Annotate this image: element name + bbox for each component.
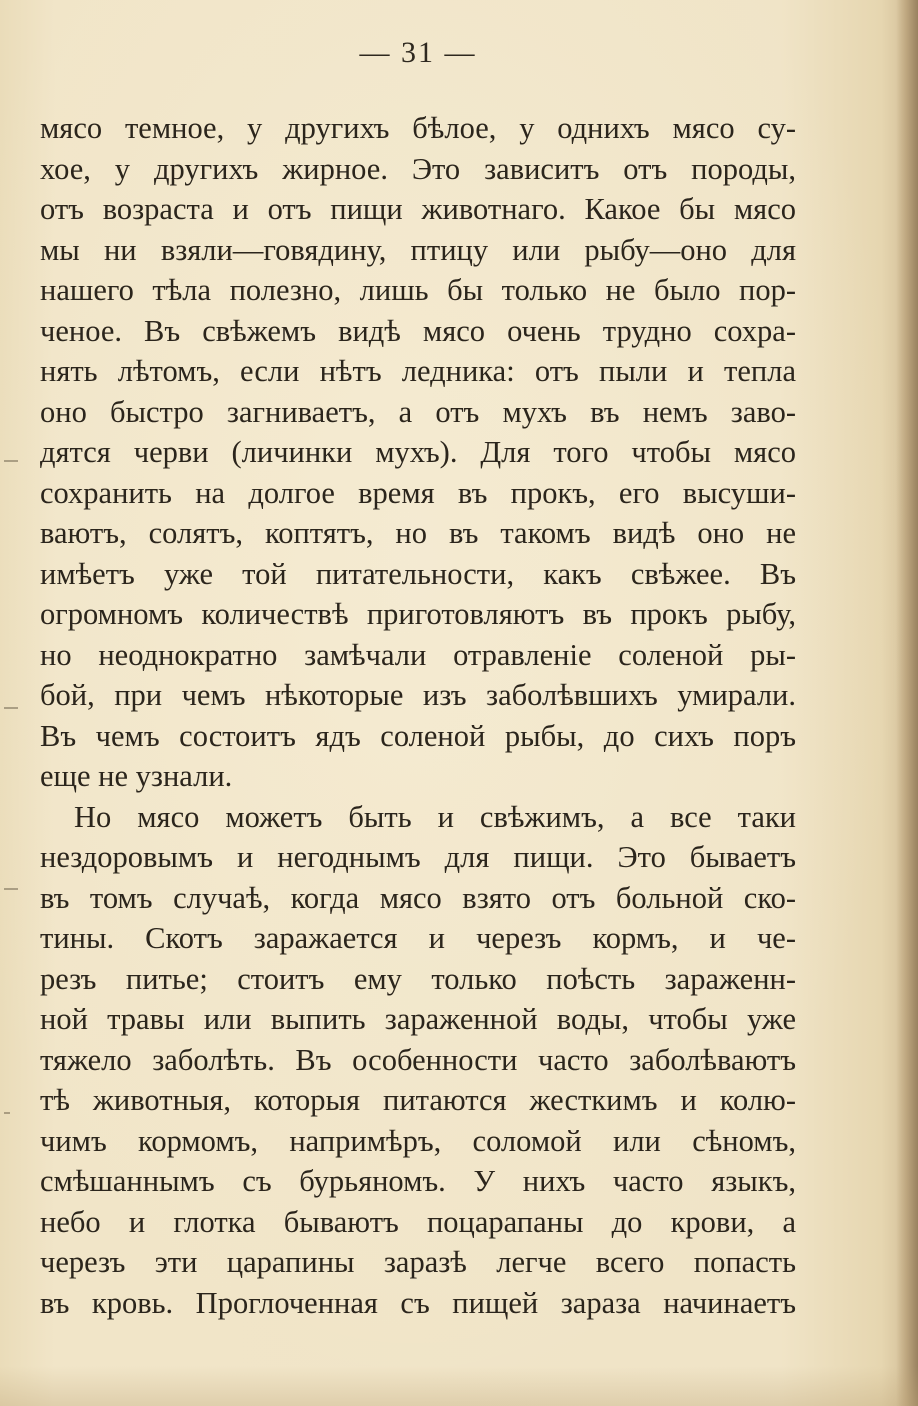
text-line: бой, при чемъ нѣкоторые изъ заболѣвшихъ умирали.	[40, 678, 796, 712]
text-line: но неоднократно замѣчали отравленіе соленой ры-	[40, 637, 796, 672]
page-spine-shadow	[896, 0, 918, 1406]
text-line: огромномъ количествѣ приготовляютъ въ прокъ рыбу,	[40, 597, 796, 631]
text-line: отъ возраста и отъ пищи животнаго. Какое бы мясо	[40, 192, 796, 226]
text-line: чимъ кормомъ, напримѣръ, соломой или сѣномъ,	[40, 1123, 796, 1158]
text-line: нять лѣтомъ, если нѣтъ ледника: отъ пыли и тепла	[40, 354, 796, 388]
text-line: смѣшаннымъ съ бурьяномъ. У нихъ часто языкъ,	[40, 1164, 796, 1198]
margin-mark	[4, 888, 18, 890]
text-line: нездоровымъ и негоднымъ для пищи. Это бываетъ	[40, 840, 796, 874]
margin-mark	[4, 460, 18, 462]
page-bottom-edge	[0, 1366, 918, 1406]
text-line: дятся черви (личинки мухъ). Для того чтобы мясо	[40, 435, 796, 469]
text-line: ной травы или выпить зараженной воды, чтобы уже	[40, 1002, 796, 1036]
text-line: сохранить на долгое время въ прокъ, его высуши-	[40, 475, 796, 510]
text-line: оно быстро загниваетъ, а отъ мухъ въ немъ заво-	[40, 394, 796, 429]
text-line: небо и глотка бываютъ поцарапаны до крови, а	[40, 1204, 796, 1239]
text-line: хое, у другихъ жирное. Это зависитъ отъ породы,	[40, 151, 796, 186]
text-line: еще не узнали.	[40, 759, 233, 793]
margin-mark	[4, 1112, 10, 1114]
page-number: — 31 —	[359, 36, 477, 69]
body-text	[40, 108, 796, 1323]
text-line: мясо темное, у другихъ бѣлое, у однихъ мясо су-	[40, 111, 796, 145]
text-line: нашего тѣла полезно, лишь бы только не было пор-	[40, 273, 796, 307]
text-line: имѣетъ уже той питательности, какъ свѣжее. Въ	[40, 556, 796, 591]
text-line: мы ни взяли—говядину, птицу или рыбу—оно для	[40, 232, 796, 267]
text-line: Но мясо можетъ быть и свѣжимъ, а все таки	[74, 799, 796, 834]
text-line: резъ питье; стоитъ ему только поѣсть зараженн-	[40, 961, 796, 996]
text-line: Въ чемъ состоитъ ядъ соленой рыбы, до сихъ поръ	[40, 718, 796, 753]
text-line: въ кровь. Проглоченная съ пищей зараза начинаетъ	[40, 1285, 796, 1320]
text-line: въ томъ случаѣ, когда мясо взято отъ больной ско-	[40, 880, 796, 915]
text-line: тѣ животныя, которыя питаются жесткимъ и колю-	[40, 1083, 796, 1117]
text-line: черезъ эти царапины заразѣ легче всего попасть	[40, 1245, 796, 1279]
margin-mark	[4, 707, 18, 709]
text-line: тины. Скотъ заражается и черезъ кормъ, и че-	[40, 921, 796, 955]
text-line: ваютъ, солятъ, коптятъ, но въ такомъ видѣ оно не	[40, 516, 796, 550]
text-line: ченое. Въ свѣжемъ видѣ мясо очень трудно сохра-	[40, 313, 796, 348]
text-line: тяжело заболѣть. Въ особенности часто заболѣваютъ	[40, 1042, 796, 1077]
